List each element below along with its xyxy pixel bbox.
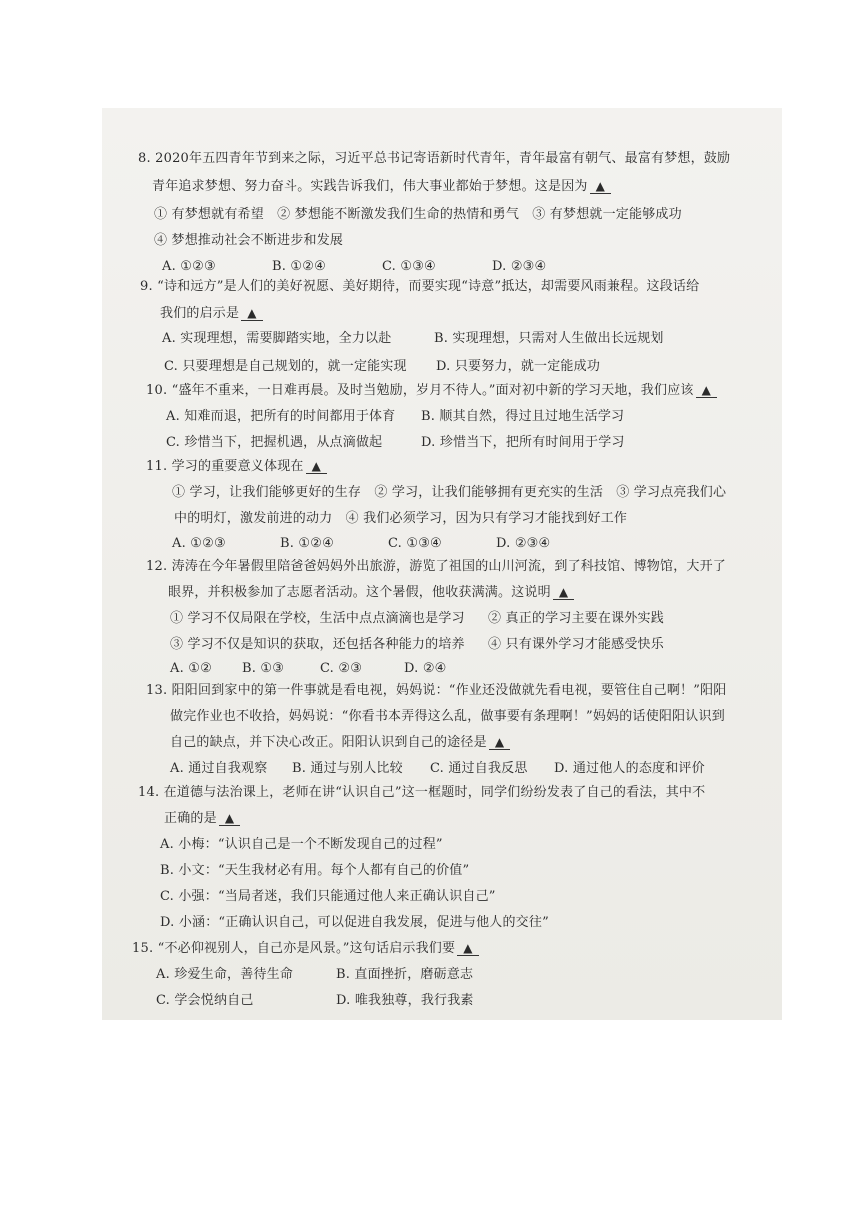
option-d[interactable]: D. ②③④ <box>492 259 547 274</box>
option-b[interactable]: B. ①②④ <box>280 536 334 551</box>
question-11-statements: ① 学习，让我们能够更好的生存 ② 学习，让我们能够拥有更充实的生活 ③ 学习点亮我们心 <box>172 485 727 500</box>
question-12-text: 12. 涛涛在今年暑假里陪爸爸妈妈外出旅游，游览了祖国的山川河流，到了科技馆、博物馆，大开了 <box>146 559 727 574</box>
option-b[interactable]: B. 通过与别人比较 <box>292 761 403 776</box>
option-c[interactable]: C. ①③④ <box>382 259 436 274</box>
question-9-options <box>164 358 600 376</box>
question-15-text: 15. “不必仰视别人，自己亦是风景。”这句话启示我们要 ▲ <box>132 940 479 958</box>
option-b[interactable]: B. 小文：“天生我材必有用。每个人都有自己的价值” <box>160 863 470 878</box>
question-12-statements: ① 学习不仅局限在学校，生活中点点滴滴也是学习 ② 真正的学习主要在课外实践 <box>170 611 664 626</box>
question-15-options <box>156 992 474 1010</box>
question-13-text: 自己的缺点，并下决心改正。阳阳认识到自己的途径是 ▲ <box>170 734 510 752</box>
option-c[interactable]: C. 通过自我反思 <box>430 761 528 776</box>
option-c[interactable]: C. 学会悦纳自己 <box>156 993 254 1008</box>
question-9-options <box>162 330 664 348</box>
option-d[interactable]: D. 通过他人的态度和评价 <box>554 761 705 776</box>
question-9-text: 9. “诗和远方”是人们的美好祝愿、美好期待，而要实现“诗意”抵达，却需要风雨兼程。这段话给 <box>140 279 700 294</box>
question-11-statements: 中的明灯，激发前进的动力 ④ 我们必须学习，因为只有学习才能找到好工作 <box>174 511 628 526</box>
option-c[interactable]: C. 小强：“当局者迷，我们只能通过他人来正确认识自己” <box>160 889 496 904</box>
option-c[interactable]: C. 只要理想是自己规划的，就一定能实现 <box>164 359 407 374</box>
question-13-text: 做完作业也不收拾，妈妈说：“你看书本弄得这么乱，做事要有条理啊！”妈妈的话使阳阳认识到 <box>170 709 725 724</box>
option-b[interactable]: B. 顺其自然，得过且过地生活学习 <box>421 409 625 424</box>
option-a[interactable]: A. 珍爱生命，善待生命 <box>156 967 294 982</box>
question-13-options <box>170 760 705 778</box>
question-9-text: 我们的启示是 ▲ <box>160 305 263 323</box>
question-15-options <box>156 966 473 984</box>
answer-blank[interactable]: ▲ <box>219 811 240 826</box>
option-d[interactable]: D. 小涵：“正确认识自己，可以促进自我发展，促进与他人的交往” <box>160 915 549 930</box>
question-8-options <box>162 258 546 276</box>
question-10-text: 10. “盛年不重来，一日难再晨。及时当勉励，岁月不待人。”面对初中新的学习天地，我们应该 ▲ <box>146 382 717 400</box>
question-11-options <box>172 535 550 553</box>
question-10-options <box>166 434 625 452</box>
option-a[interactable]: A. 通过自我观察 <box>170 761 268 776</box>
option-b[interactable]: B. ①③ <box>242 661 285 676</box>
option-a[interactable]: A. ①②③ <box>172 536 226 551</box>
question-12-statements: ③ 学习不仅是知识的获取，还包括各种能力的培养 ④ 只有课外学习才能感受快乐 <box>170 637 664 652</box>
question-13-text: 13. 阳阳回到家中的第一件事就是看电视，妈妈说：“作业还没做就先看电视，要管住自己啊！”阳阳 <box>146 683 727 698</box>
option-c[interactable]: C. ②③ <box>320 661 363 676</box>
option-b[interactable]: B. ①②④ <box>272 259 326 274</box>
question-8-statements: ④ 梦想推动社会不断进步和发展 <box>154 233 344 248</box>
answer-blank[interactable]: ▲ <box>241 306 262 321</box>
answer-blank[interactable]: ▲ <box>489 735 510 750</box>
option-c[interactable]: C. ①③④ <box>388 536 442 551</box>
question-12-options <box>170 660 447 678</box>
option-a[interactable]: A. 实现理想，需要脚踏实地，全力以赴 <box>162 331 392 346</box>
option-d[interactable]: D. 只要努力，就一定能成功 <box>436 359 601 374</box>
exam-page <box>102 108 782 1020</box>
option-d[interactable]: D. 珍惜当下，把所有时间用于学习 <box>421 435 625 450</box>
question-10-options <box>166 408 624 426</box>
question-8-text: 青年追求梦想、努力奋斗。实践告诉我们，伟大事业都始于梦想。这是因为 ▲ <box>152 178 611 196</box>
answer-blank[interactable]: ▲ <box>306 459 327 474</box>
option-c[interactable]: C. 珍惜当下，把握机遇，从点滴做起 <box>166 435 383 450</box>
answer-blank[interactable]: ▲ <box>457 941 478 956</box>
question-11-text: 11. 学习的重要意义体现在 ▲ <box>146 458 327 476</box>
answer-blank[interactable]: ▲ <box>553 585 574 600</box>
answer-blank[interactable]: ▲ <box>590 179 611 194</box>
question-8-statements: ① 有梦想就有希望 ② 梦想能不断激发我们生命的热情和勇气 ③ 有梦想就一定能够成功 <box>154 207 682 222</box>
question-14-text: 正确的是 ▲ <box>164 810 240 828</box>
question-12-text: 眼界，并积极参加了志愿者活动。这个暑假，他收获满满。这说明 ▲ <box>168 584 574 602</box>
question-8-text: 8. 2020年五四青年节到来之际，习近平总书记寄语新时代青年，青年最富有朝气、最富有梦想，鼓励 <box>138 151 731 166</box>
answer-blank[interactable]: ▲ <box>696 383 717 398</box>
option-a[interactable]: A. ①② <box>170 661 212 676</box>
option-d[interactable]: D. 唯我独尊，我行我素 <box>336 993 474 1008</box>
option-b[interactable]: B. 直面挫折，磨砺意志 <box>336 967 474 982</box>
option-d[interactable]: D. ②③④ <box>496 536 551 551</box>
option-d[interactable]: D. ②④ <box>404 661 447 676</box>
question-14-text: 14. 在道德与法治课上，老师在讲“认识自己”这一框题时，同学们纷纷发表了自己的看法，其中不 <box>138 785 706 800</box>
option-a[interactable]: A. 知难而退，把所有的时间都用于体育 <box>166 409 396 424</box>
option-b[interactable]: B. 实现理想，只需对人生做出长远规划 <box>434 331 664 346</box>
option-a[interactable]: A. ①②③ <box>162 259 216 274</box>
option-a[interactable]: A. 小梅：“认识自己是一个不断发现自己的过程” <box>160 837 443 852</box>
